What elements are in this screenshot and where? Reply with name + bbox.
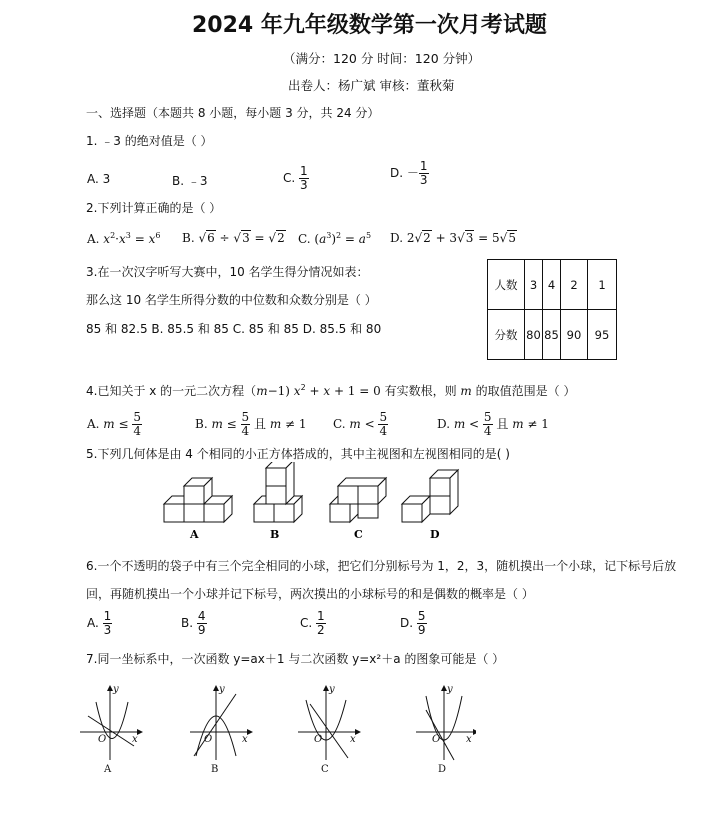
q6-option-d[interactable]: D. $\frac{5}{9}$: [400, 609, 426, 637]
table-cell: 3: [525, 260, 543, 310]
figure-label: C: [354, 528, 363, 541]
q6-option-c[interactable]: C. $\frac{1}{2}$: [300, 609, 325, 637]
q4-option-b[interactable]: B. m ≤ $\frac{5}{4}$ 且 m ≠ 1: [195, 410, 307, 438]
graph-d[interactable]: [416, 686, 476, 760]
origin-label: O: [432, 734, 441, 745]
table-cell: 4: [543, 260, 561, 310]
q1-option-d[interactable]: D. － $\frac{1}{3}$: [390, 159, 428, 187]
exam-authors: 出卷人：杨广斌 审核：董秋菊: [288, 78, 455, 93]
figure-c[interactable]: [330, 478, 386, 522]
axis-label-x: x: [466, 734, 472, 745]
graph-label: D: [438, 764, 447, 775]
q1-option-c[interactable]: C. $\frac{1}{3}$: [283, 164, 308, 192]
figure-label: A: [190, 528, 199, 541]
table-cell: 2: [561, 260, 588, 310]
q4-option-a[interactable]: A. m ≤ $\frac{5}{4}$: [87, 410, 142, 438]
page-title: 2024 年九年级数学第一次月考试题: [192, 13, 547, 38]
table-cell: 95: [588, 310, 617, 360]
table-cell: 80: [525, 310, 543, 360]
q1-option-b[interactable]: B. ﹣3: [172, 174, 208, 188]
question-1-stem: 1. ﹣3 的绝对值是（ ）: [86, 134, 213, 148]
q4-option-c[interactable]: C. m < $\frac{5}{4}$: [333, 410, 388, 438]
section-heading: 一、选择题（本题共 8 小题，每小题 3 分，共 24 分）: [86, 106, 380, 120]
axis-label-y: y: [447, 684, 453, 695]
origin-label: O: [204, 734, 213, 745]
graph-label: A: [104, 764, 112, 775]
score-table: [487, 259, 617, 360]
question-5-stem: 5.下列几何体是由 4 个相同的小正方体搭成的，其中主视图和左视图相同的是( ): [86, 447, 510, 461]
question-6-stem-2: 回，再随机摸出一个小球并记下标号，两次摸出的小球标号的和是偶数的概率是（ ）: [86, 587, 534, 601]
table-cell: 1: [588, 260, 617, 310]
fraction: $\frac{1}{3}$: [300, 164, 308, 192]
graph-b[interactable]: [190, 686, 252, 760]
question-6-stem: 6.一个不透明的袋子中有三个完全相同的小球，把它们分别标号为 1，2，3，随机摸出一个小球，记下标号后放: [86, 559, 677, 573]
origin-label: O: [314, 734, 323, 745]
q6-option-b[interactable]: B. $\frac{4}{9}$: [181, 609, 206, 637]
table-cell: 90: [561, 310, 588, 360]
graph-label: B: [211, 764, 219, 775]
question-2-stem: 2.下列计算正确的是（ ）: [86, 201, 222, 215]
axis-label-x: x: [132, 734, 138, 745]
axis-label-x: x: [350, 734, 356, 745]
figure-label: D: [430, 528, 440, 541]
question-3-stem-2: 那么这 10 名学生所得分数的中位数和众数分别是（ ）: [86, 293, 377, 307]
graph-options: [76, 680, 476, 776]
table-row-label: 人数: [488, 260, 525, 310]
graph-c[interactable]: [298, 686, 360, 760]
q1-option-a[interactable]: A. 3: [87, 172, 111, 186]
figure-d[interactable]: [402, 470, 458, 522]
question-3-stem: 3.在一次汉字听写大赛中，10 名学生得分情况如表：: [86, 265, 369, 279]
figure-b[interactable]: [254, 462, 302, 522]
q2-option-a[interactable]: A. $x^2\cdot x^3 = x^6$: [87, 231, 161, 246]
figure-label: B: [270, 528, 280, 541]
q2-option-d[interactable]: D. 2√2 + 3√3 = 5√5: [390, 231, 516, 245]
axis-label-y: y: [113, 684, 119, 695]
axis-label-y: y: [219, 684, 225, 695]
q2-option-c[interactable]: C. $(a^3)^2 = a^5$: [298, 231, 372, 246]
exam-meta: （满分：120 分 时间：120 分钟）: [283, 51, 481, 66]
figure-a[interactable]: [164, 478, 232, 522]
origin-label: O: [98, 734, 107, 745]
table-cell: 85: [543, 310, 561, 360]
q4-option-d[interactable]: D. m < $\frac{5}{4}$ 且 m ≠ 1: [437, 410, 549, 438]
cube-figures: [150, 462, 470, 544]
question-7-stem: 7.同一坐标系中，一次函数 y=ax＋1 与二次函数 y=x²＋a 的图象可能是（ ）: [86, 652, 505, 666]
q2-option-b[interactable]: B. √6 ÷ √3 = √2: [182, 231, 285, 245]
q6-option-a[interactable]: A. $\frac{1}{3}$: [87, 609, 112, 637]
q3-options[interactable]: 85 和 82.5 B. 85.5 和 85 C. 85 和 85 D. 85.5 和 80: [86, 322, 382, 336]
axis-label-y: y: [329, 684, 335, 695]
question-4-stem: 4.已知关于 x 的一元二次方程（m−1) $x^2 + x + 1 = 0$ 有实数根，则 m 的取值范围是（ ）: [86, 383, 576, 398]
graph-label: C: [321, 764, 329, 775]
axis-label-x: x: [242, 734, 248, 745]
fraction: $\frac{1}{3}$: [419, 159, 428, 187]
table-row-label: 分数: [488, 310, 525, 360]
graph-a[interactable]: [80, 686, 142, 760]
